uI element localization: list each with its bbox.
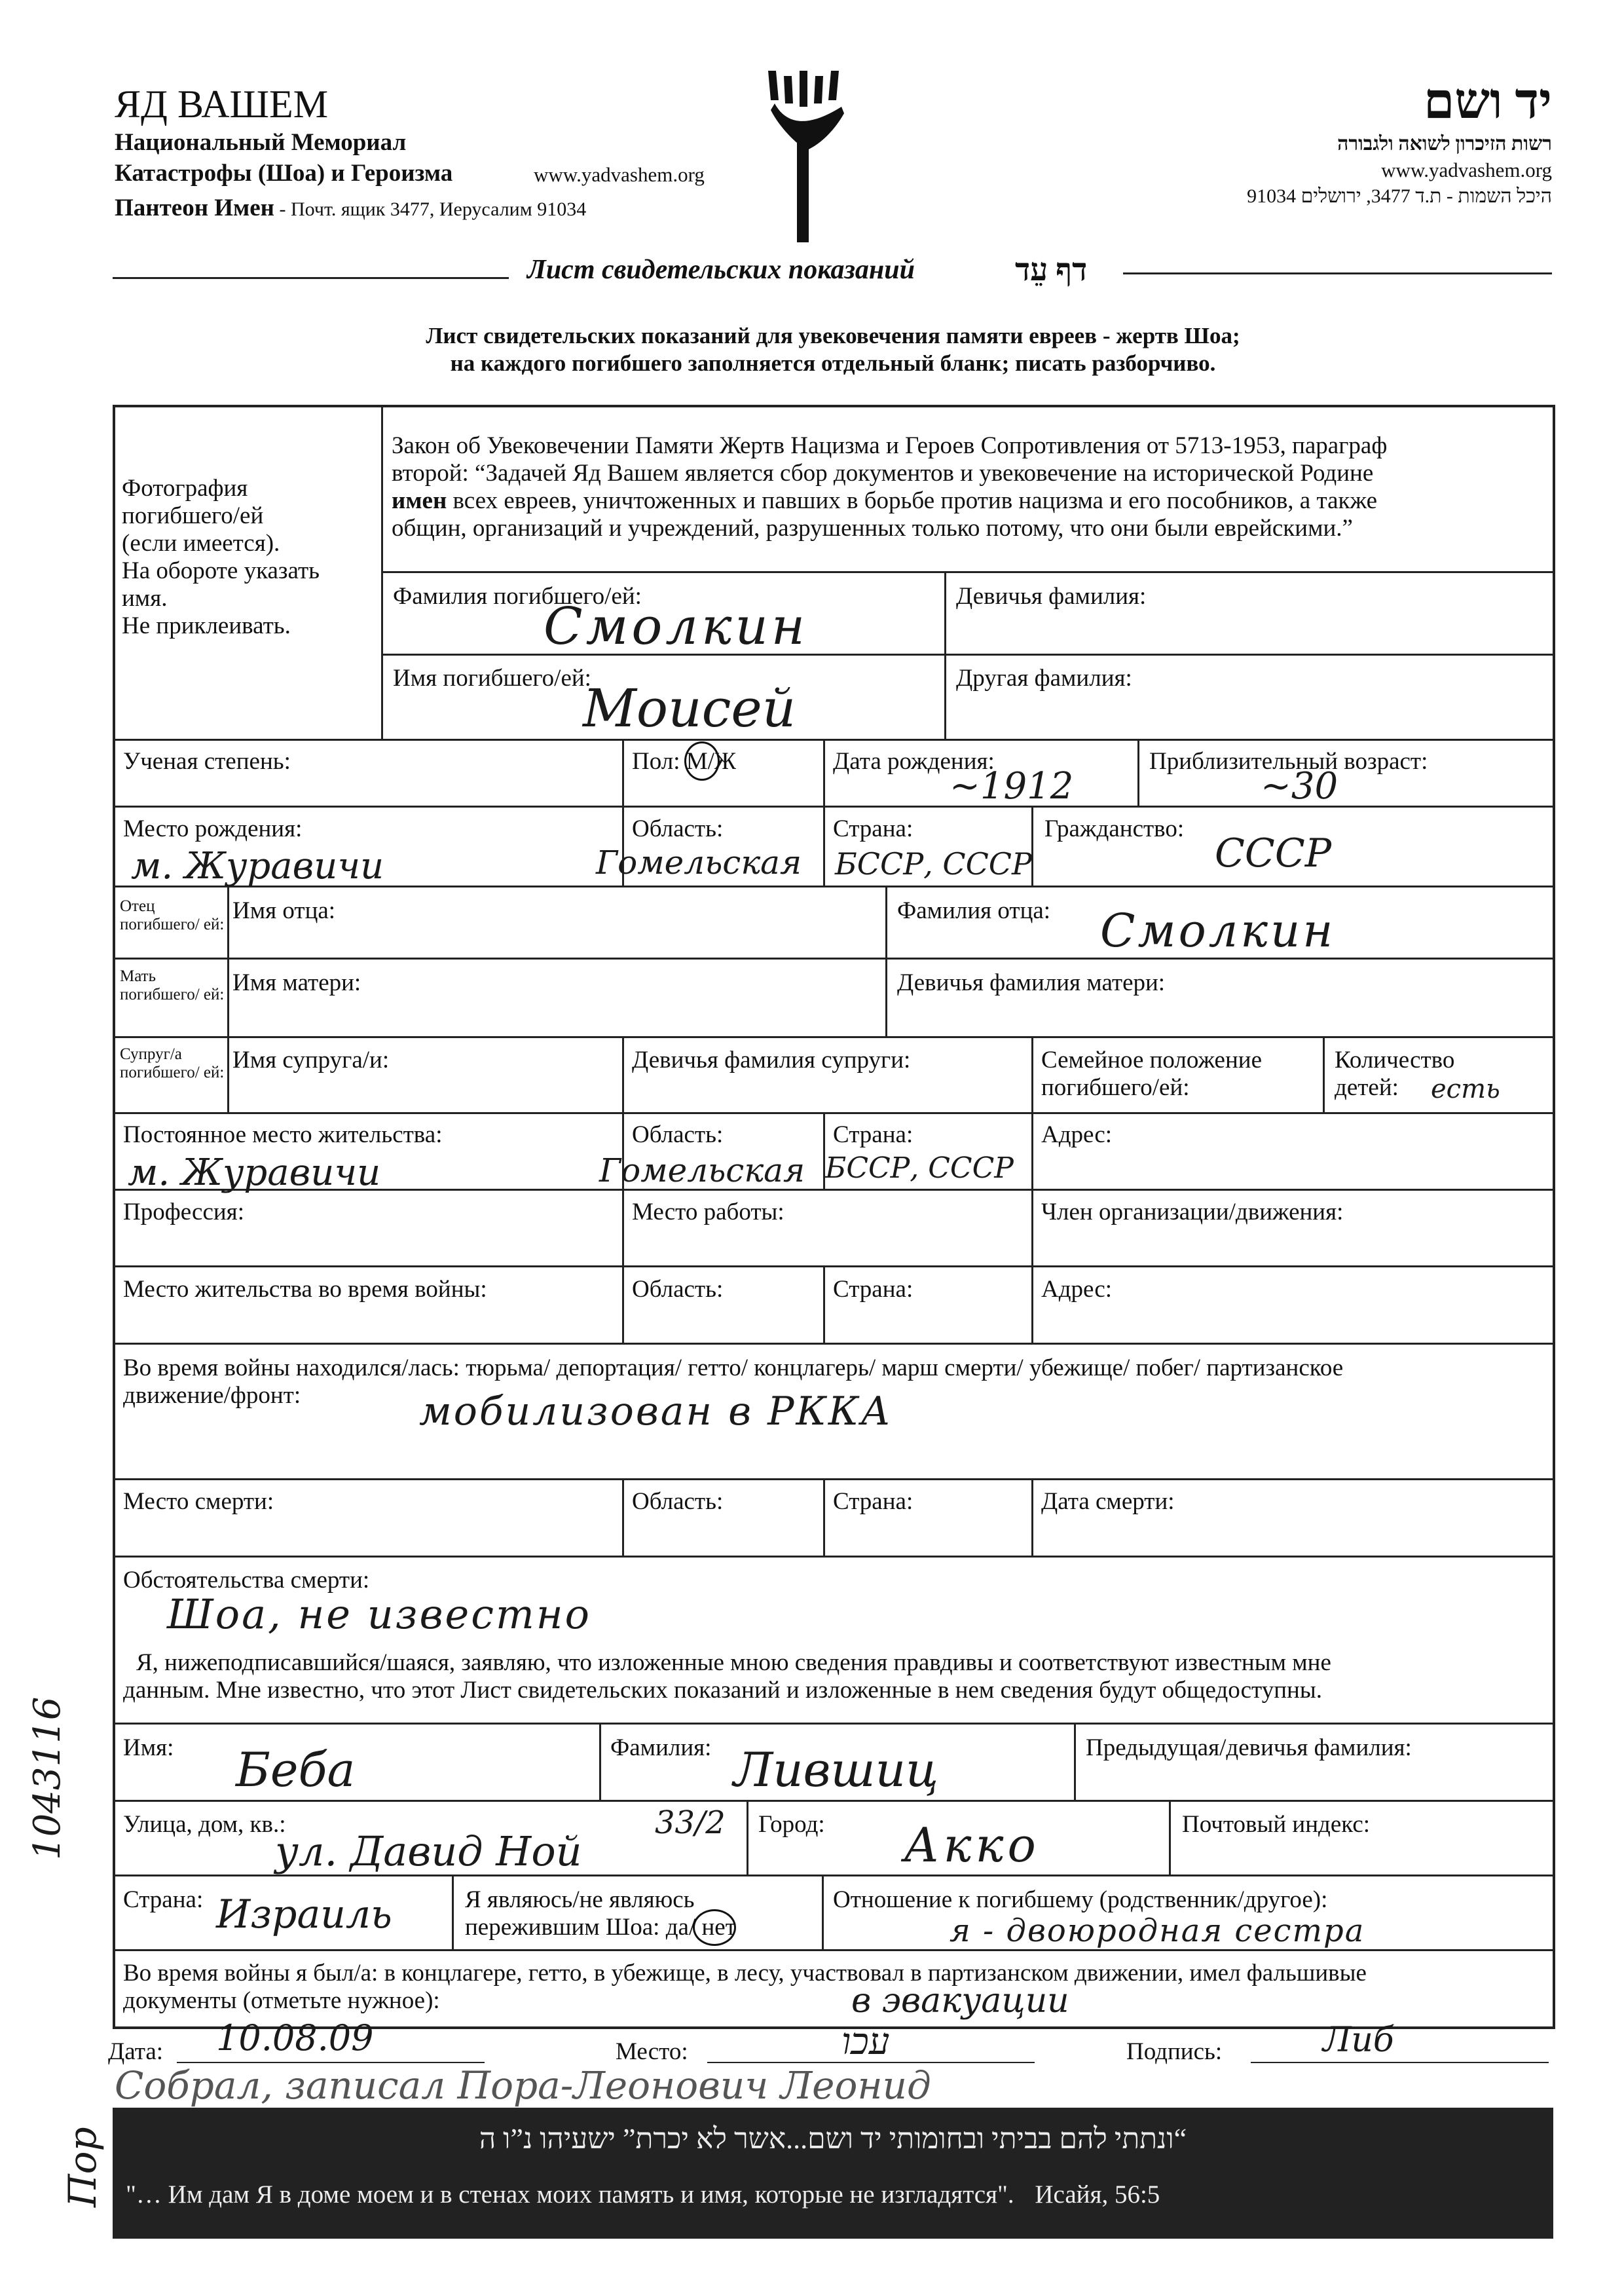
photo-line: На обороте указать [122,557,320,584]
rule [622,1036,624,1112]
yad-vashem-logo [763,71,855,248]
war-experience-line1: Во время войны я был/а: в концлагере, гетто, в убежище, в лесу, участвовал в партизанском движении, имел фальшивые [123,1960,1367,1987]
sign-label: Подпись: [1126,2038,1223,2065]
law-line: общин, организаций и учреждений, разрушенных только потому, что они были еврейскими.” [392,515,1353,542]
org-ru-line1: Национальный Мемориал [115,129,407,156]
workplace-label: Место работы: [632,1199,784,1225]
member-label: Член организации/движения: [1041,1199,1344,1225]
war-address-label: Адрес: [1041,1276,1113,1303]
rule [622,739,624,806]
mother-maiden-label: Девичья фамилия матери: [897,969,1166,996]
rule [113,1343,1555,1345]
photo-line: имя. [122,585,168,612]
war-status-line2: движение/фронт: [123,1382,301,1409]
citizenship-value[interactable]: СССР [1215,830,1332,876]
father-surname-value[interactable]: Смолкин [1100,904,1336,958]
date-label: Дата: [108,2038,164,2065]
rule [1031,1265,1033,1343]
rule [944,571,946,739]
side-number: 1043116 [26,1696,69,1860]
submitter-country-label: Страна: [123,1886,204,1913]
rule [113,1949,1555,1951]
rule [113,806,1555,808]
spouse-name-label: Имя супруга/и: [232,1047,390,1073]
law-line: Закон об Увековечении Памяти Жертв Нацизма и Героев Сопротивления от 5713-1953, параграф [392,432,1388,459]
rule [452,1875,454,1949]
rule [747,1800,748,1875]
form-title-he: דף עֵד [1015,253,1088,288]
declaration [123,1649,1551,1704]
father-side-label: Отец погибшего/ ей: [120,897,225,933]
other-surname-label: Другая фамилия: [956,665,1132,692]
rule [1031,1112,1033,1265]
approx-age-value[interactable]: ~30 [1261,765,1338,808]
approx-age-label: Приблизительный возраст: [1149,748,1428,775]
org-ru-line2: Катастрофы (Шоа) и Героизма [115,160,453,187]
birthplace-value[interactable]: м. Журавичи [131,845,384,887]
surname-label: Фамилия погибшего/ей: [393,583,642,610]
rule [113,958,1555,960]
instructions-line2: на каждого погибшего заполняется отдельный бланк; писать разборчиво. [450,350,1216,376]
rule [113,1800,1555,1802]
residence-region-label: Область: [632,1121,724,1148]
relation-label: Отношение к погибшему (родственник/другое): [833,1886,1328,1913]
footer-banner [113,2108,1553,2239]
spouse-maiden-label: Девичья фамилия супруги: [632,1047,911,1073]
residence-region-value[interactable]: Гомельская [599,1151,805,1189]
dob-value[interactable]: ~1912 [950,765,1074,808]
war-experience-value[interactable]: в эвакуации [851,1981,1069,2021]
rule [113,1265,1555,1267]
residence-country-value[interactable]: БССР, СССР [825,1151,1014,1185]
rule [1323,1036,1325,1112]
side-initials: Пор [60,2127,105,2207]
maiden-label: Девичья фамилия: [956,583,1147,610]
house-value[interactable]: 33/2 [655,1804,726,1841]
submitter-country-value[interactable]: Израиль [216,1892,392,1937]
zip-label: Почтовый индекс: [1182,1811,1371,1838]
sex-label: Пол: М/Ж [632,748,737,775]
rule [113,1036,1555,1038]
submitter-prev-surname-label: Предыдущая/девичья фамилия: [1086,1734,1412,1761]
rule [823,1265,825,1343]
death-circ-label: Обстоятельства смерти: [123,1567,370,1594]
birth-region-value[interactable]: Гомельская [596,844,802,882]
rule [823,739,825,806]
dob-label: Дата рождения: [833,748,995,775]
photo-line: Фотография [122,475,248,502]
rule [113,1478,1555,1480]
rule [1137,739,1139,806]
submitter-surname-label: Фамилия: [610,1734,712,1761]
profession-label: Профессия: [123,1199,244,1225]
survivor-circle-mark [693,1909,736,1946]
residence-value[interactable]: м. Журавичи [128,1151,381,1194]
place-label: Место: [616,2038,688,2065]
city-value[interactable]: Акко [904,1818,1040,1873]
photo-line: Не приклеивать. [122,612,291,639]
website-right: www.yadvashem.org [1381,159,1552,181]
date-value[interactable]: 10.08.09 [216,2017,374,2059]
footer-ru-quote [126,2180,1547,2209]
war-experience-text [123,1960,1551,2015]
rule [381,571,1555,573]
father-name-label: Имя отца: [232,897,336,924]
form-title-ru: Лист свидетельских показаний [527,255,915,285]
footer-he-quote: “ונתתי להם בביתי ובחומותי יד ושם...אשר לא יכרת” ישעיהו נ”ו ה [479,2123,1187,2155]
photo-box [122,475,377,640]
sex-circle-mark [684,741,720,781]
footer-ru-text: "… Им дам Я в доме моем и в стенах моих память и имя, которые не изгладятся". [126,2180,1014,2209]
submitter-surname-value[interactable]: Лившиц [733,1742,939,1797]
instructions-line1: Лист свидетельских показаний для увековечения памяти евреев - жертв Шоа; [426,323,1240,348]
rule [113,1723,1555,1725]
org-ru-line3-bold: Пантеон Имен [115,195,274,221]
rule [622,1478,624,1556]
rule [381,405,383,739]
footer-ru-ref: Исайя, 56:5 [1035,2180,1160,2209]
place-value[interactable]: עכו [841,2021,890,2063]
rule [823,1478,825,1556]
rule [1074,1723,1076,1800]
rule [599,1723,601,1800]
birth-region-label: Область: [632,815,724,842]
mother-name-label: Имя матери: [232,969,361,996]
org-he-title: יד ושם [1423,74,1552,129]
rule [1031,1036,1033,1112]
birthplace-label: Место рождения: [123,815,303,842]
citizenship-label: Гражданство: [1044,815,1185,842]
street-value[interactable]: ул. Давид Ной [275,1827,582,1875]
survivor-line2: пережившим Шоа: да/ нет [465,1914,736,1941]
residence-country-label: Страна: [833,1121,913,1148]
submitter-name-label: Имя: [123,1734,174,1761]
rule [113,739,1555,741]
org-ru-line3-rest: - Почт. ящик 3477, Иерусалим 91034 [274,198,587,220]
rule [113,1112,1555,1114]
war-status-line1: Во время войны находился/лась: тюрьма/ депортация/ гетто/ концлагерь/ марш смерти/ убежище/ побег/ партизанское [123,1354,1344,1381]
father-surname-label: Фамилия отца: [897,897,1051,924]
death-place-label: Место смерти: [123,1488,274,1515]
city-label: Город: [758,1811,825,1838]
first-name-value[interactable]: Моисей [583,678,796,739]
death-date-label: Дата смерти: [1041,1488,1175,1515]
marital-label: Семейное положение погибшего/ей: [1041,1047,1262,1101]
org-he-line2: היכל השמות - ת.ד 3477, ירושלים 91034 [1247,185,1552,207]
war-residence-label: Место жительства во время войны: [123,1276,487,1303]
children-value[interactable]: есть [1431,1074,1500,1104]
sign-line [1251,2062,1549,2063]
photo-line: погибшего/ей [122,502,264,529]
rule [822,1875,824,1949]
collector-note: Собрал, записал Пора-Леонович Леонид [115,2063,931,2108]
war-experience-line2: документы (отметьте нужное): [123,1987,440,2014]
birth-country-value[interactable]: БССР, СССР [835,846,1032,882]
rule [227,886,229,1036]
rule [227,1036,229,1112]
law-line: второй: “Задачей Яд Вашем является сбор документов и увековечение на исторической Родине [392,460,1374,487]
rule [1169,1800,1171,1875]
street-label: Улица, дом, кв.: [123,1811,286,1838]
law-text [392,432,1551,542]
relation-value[interactable]: я - двоюродная сестра [950,1912,1365,1949]
residence-label: Постоянное место жительства: [123,1121,443,1148]
birth-country-label: Страна: [833,815,913,842]
header-ru [115,82,737,226]
children-label: Количество детей: [1335,1047,1455,1101]
header-he [1192,72,1552,210]
sign-value[interactable]: Либ [1323,2021,1394,2060]
rule [113,1556,1555,1558]
war-status-value[interactable]: мобилизован в РККА [419,1389,893,1434]
org-he-line1: רשות הזיכרון לשואה ולגבורה [1337,133,1552,155]
war-region-label: Область: [632,1276,724,1303]
war-country-label: Страна: [833,1276,913,1303]
mother-side-label: Мать погибшего/ ей: [120,967,225,1003]
declaration-line1: Я, нижеподписавшийся/шаяся, заявляю, что изложенные мною сведения правдивы и соответствуют известным мне [136,1649,1331,1676]
instructions [113,322,1553,377]
submitter-name-value[interactable]: Беба [236,1742,356,1797]
photo-line: (если имеется). [122,530,280,557]
rule [622,1265,624,1343]
surname-value[interactable]: Смолкин [544,597,809,656]
title-rule-right [1123,272,1552,274]
first-name-label: Имя погибшего/ей: [393,665,591,692]
declaration-line2: данным. Мне известно, что этот Лист свидетельских показаний и изложенные в нем сведения будут общедоступны. [123,1677,1322,1704]
law-line: всех евреев, уничтоженных и павших в борьбе против нацизма и его пособников, а также [447,487,1377,514]
org-ru-title: ЯД ВАШЕМ [115,83,329,126]
survivor-line1: Я являюсь/не являюсь [465,1886,695,1913]
spouse-side-label: Супруг/а погибшего/ ей: [120,1045,225,1081]
death-circ-value[interactable]: Шоа, не известно [167,1590,591,1638]
website-left: www.yadvashem.org [534,163,705,186]
rule [885,886,887,1036]
degree-label: Ученая степень: [123,748,291,775]
death-region-label: Область: [632,1488,724,1515]
title-rule-left [113,277,509,279]
rule [823,806,825,886]
residence-address-label: Адрес: [1041,1121,1113,1148]
rule [1031,1478,1033,1556]
law-bold-word: имен [392,487,447,514]
death-country-label: Страна: [833,1488,913,1515]
